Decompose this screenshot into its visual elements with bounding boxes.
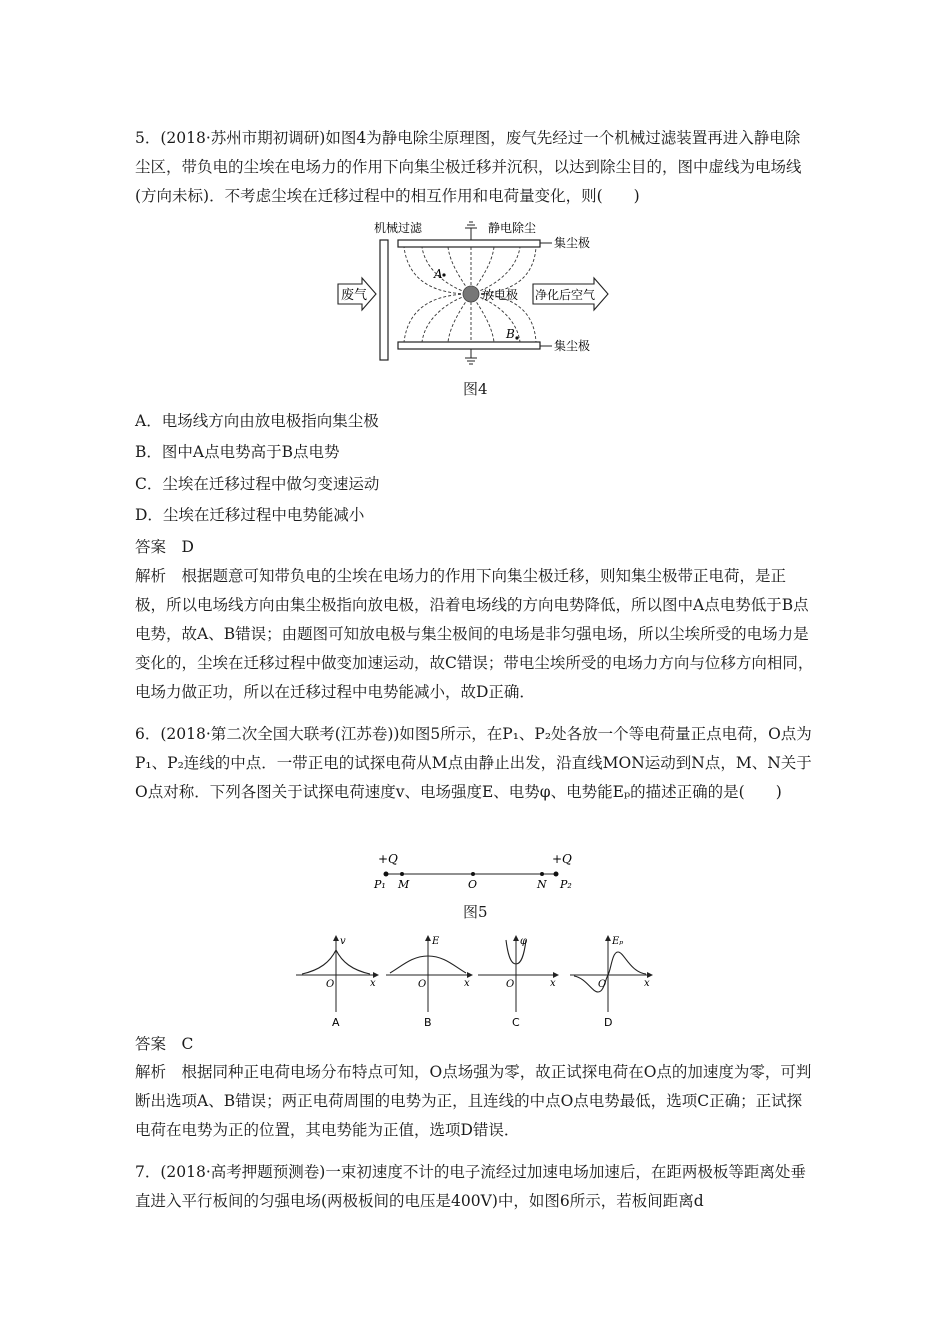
point-a [442,273,445,276]
discharge-label: 放电极 [482,288,519,302]
o-label: O [468,878,478,891]
p2-label: P₂ [560,878,572,891]
graph-c [478,936,558,1028]
collector-plate-bottom [398,342,540,349]
charge-left-label: +Q [378,852,398,866]
q6-answer: 答案 C [135,1035,194,1053]
m-label: M [398,878,410,891]
filter-plate [380,240,388,360]
q6-analysis: 解析 根据同种正电荷电场分布特点可知，O点场强为零，故正试探电荷在O点的加速度为零，可判断出选项A、B错误；两正电荷周围的电势为正，且连线的中点O点电势最低，选项C正确；正试探电荷在电势为正的位置，其电势能为正值，选项D错误． [135,1063,812,1139]
collector-bottom-label: 集尘极 [554,339,591,353]
graph-b-option: B [424,1016,432,1028]
esp-label: 静电除尘 [488,221,537,235]
point-a-label: A [434,267,443,281]
waste-gas-label: 废气 [341,288,368,303]
graph-c-axis-label: φ [520,936,528,947]
graph-b [386,936,472,1028]
graph-b-axis-label: E [432,936,440,947]
graph-a-option: A [332,1016,340,1028]
q5-option-d: D．尘埃在迁移过程中电势能减小 [135,506,365,524]
collector-plate-top [398,240,540,247]
graph-d [570,936,652,1028]
charge-p2 [554,872,559,877]
point-n [540,872,544,876]
point-b-label: B [506,327,515,341]
figure-5-charges [370,850,590,894]
graph-d-axis-label: Eₚ [612,936,624,947]
graph-d-origin: O [598,979,607,990]
q5-answer: 答案 D [135,538,194,556]
graph-b-x-label: x [464,978,470,989]
graph-d-x-label: x [644,978,650,989]
graph-d-option: D [604,1016,613,1028]
graph-a-x-label: x [370,978,376,989]
figure-graphs [290,930,660,1028]
point-o [471,872,475,876]
point-m [400,872,404,876]
p1-label: P₁ [374,878,386,891]
collector-top-label: 集尘极 [554,236,591,250]
discharge-electrode [463,286,479,302]
graph-a [296,936,378,1028]
q5-option-b: B．图中A点电势高于B点电势 [135,443,340,461]
clean-air-label: 净化后空气 [535,288,596,302]
figure-5-caption: 图5 [463,903,488,921]
q5-option-a: A．电场线方向由放电极指向集尘极 [135,412,379,430]
q5-stem: 5．(2018·苏州市期初调研)如图4为静电除尘原理图，废气先经过一个机械过滤装置再进入静电除尘区，带负电的尘埃在电场力的作用下向集尘极迁移并沉积，以达到除尘目的，图中虚线为电场线(方向未标)．不考虑尘埃在迁移过程中的相互作用和电荷量变化，则( ) [135,129,802,205]
graph-c-origin: O [506,979,515,990]
graph-c-option: C [512,1016,520,1028]
figure-4-caption: 图4 [463,380,488,398]
q7-stem: 7．(2018·高考押题预测卷)一束初速度不计的电子流经过加速电场加速后，在距两极板等距离处垂直进入平行板间的匀强电场(两极板间的电压是400V)中，如图6所示，若板间距离d [135,1163,806,1210]
mech-filter-label: 机械过滤 [374,221,423,235]
point-b [515,336,518,339]
figure-4-precipitator [330,218,620,368]
n-label: N [537,878,547,891]
q6-stem: 6．(2018·第二次全国大联考(江苏卷))如图5所示，在P₁、P₂处各放一个等电荷量正点电荷，O点为P₁、P₂连线的中点．一带正电的试探电荷从M点由静止出发，沿直线MON运动到N点，M、N关于O点对称．下列各图关于试探电荷速度v、电场强度E、电势φ、电势能Eₚ的描述正确的是( ) [135,725,812,801]
charge-right-label: +Q [552,852,572,866]
charge-p1 [384,872,389,877]
graph-a-axis-label: v [340,936,346,947]
q5-analysis: 解析 根据题意可知带负电的尘埃在电场力的作用下向集尘极迁移，则知集尘极带正电荷，是正极，所以电场线方向由集尘极指向放电极，沿着电场线的方向电势降低，所以图中A点电势低于B点电势，故A、B错误；由题图可知放电极与集尘极间的电场是非匀强电场，所以尘埃所受的电场力是变化的，尘埃在迁移过程中做变加速运动，故C错误；带电尘埃所受的电场力方向与位移方向相同，电场力做正功，所以在迁移过程中电势能减小，故D正确． [135,567,814,701]
graph-c-x-label: x [550,978,556,989]
graph-b-origin: O [418,979,427,990]
graph-a-origin: O [326,979,335,990]
q5-option-c: C．尘埃在迁移过程中做匀变速运动 [135,475,380,493]
